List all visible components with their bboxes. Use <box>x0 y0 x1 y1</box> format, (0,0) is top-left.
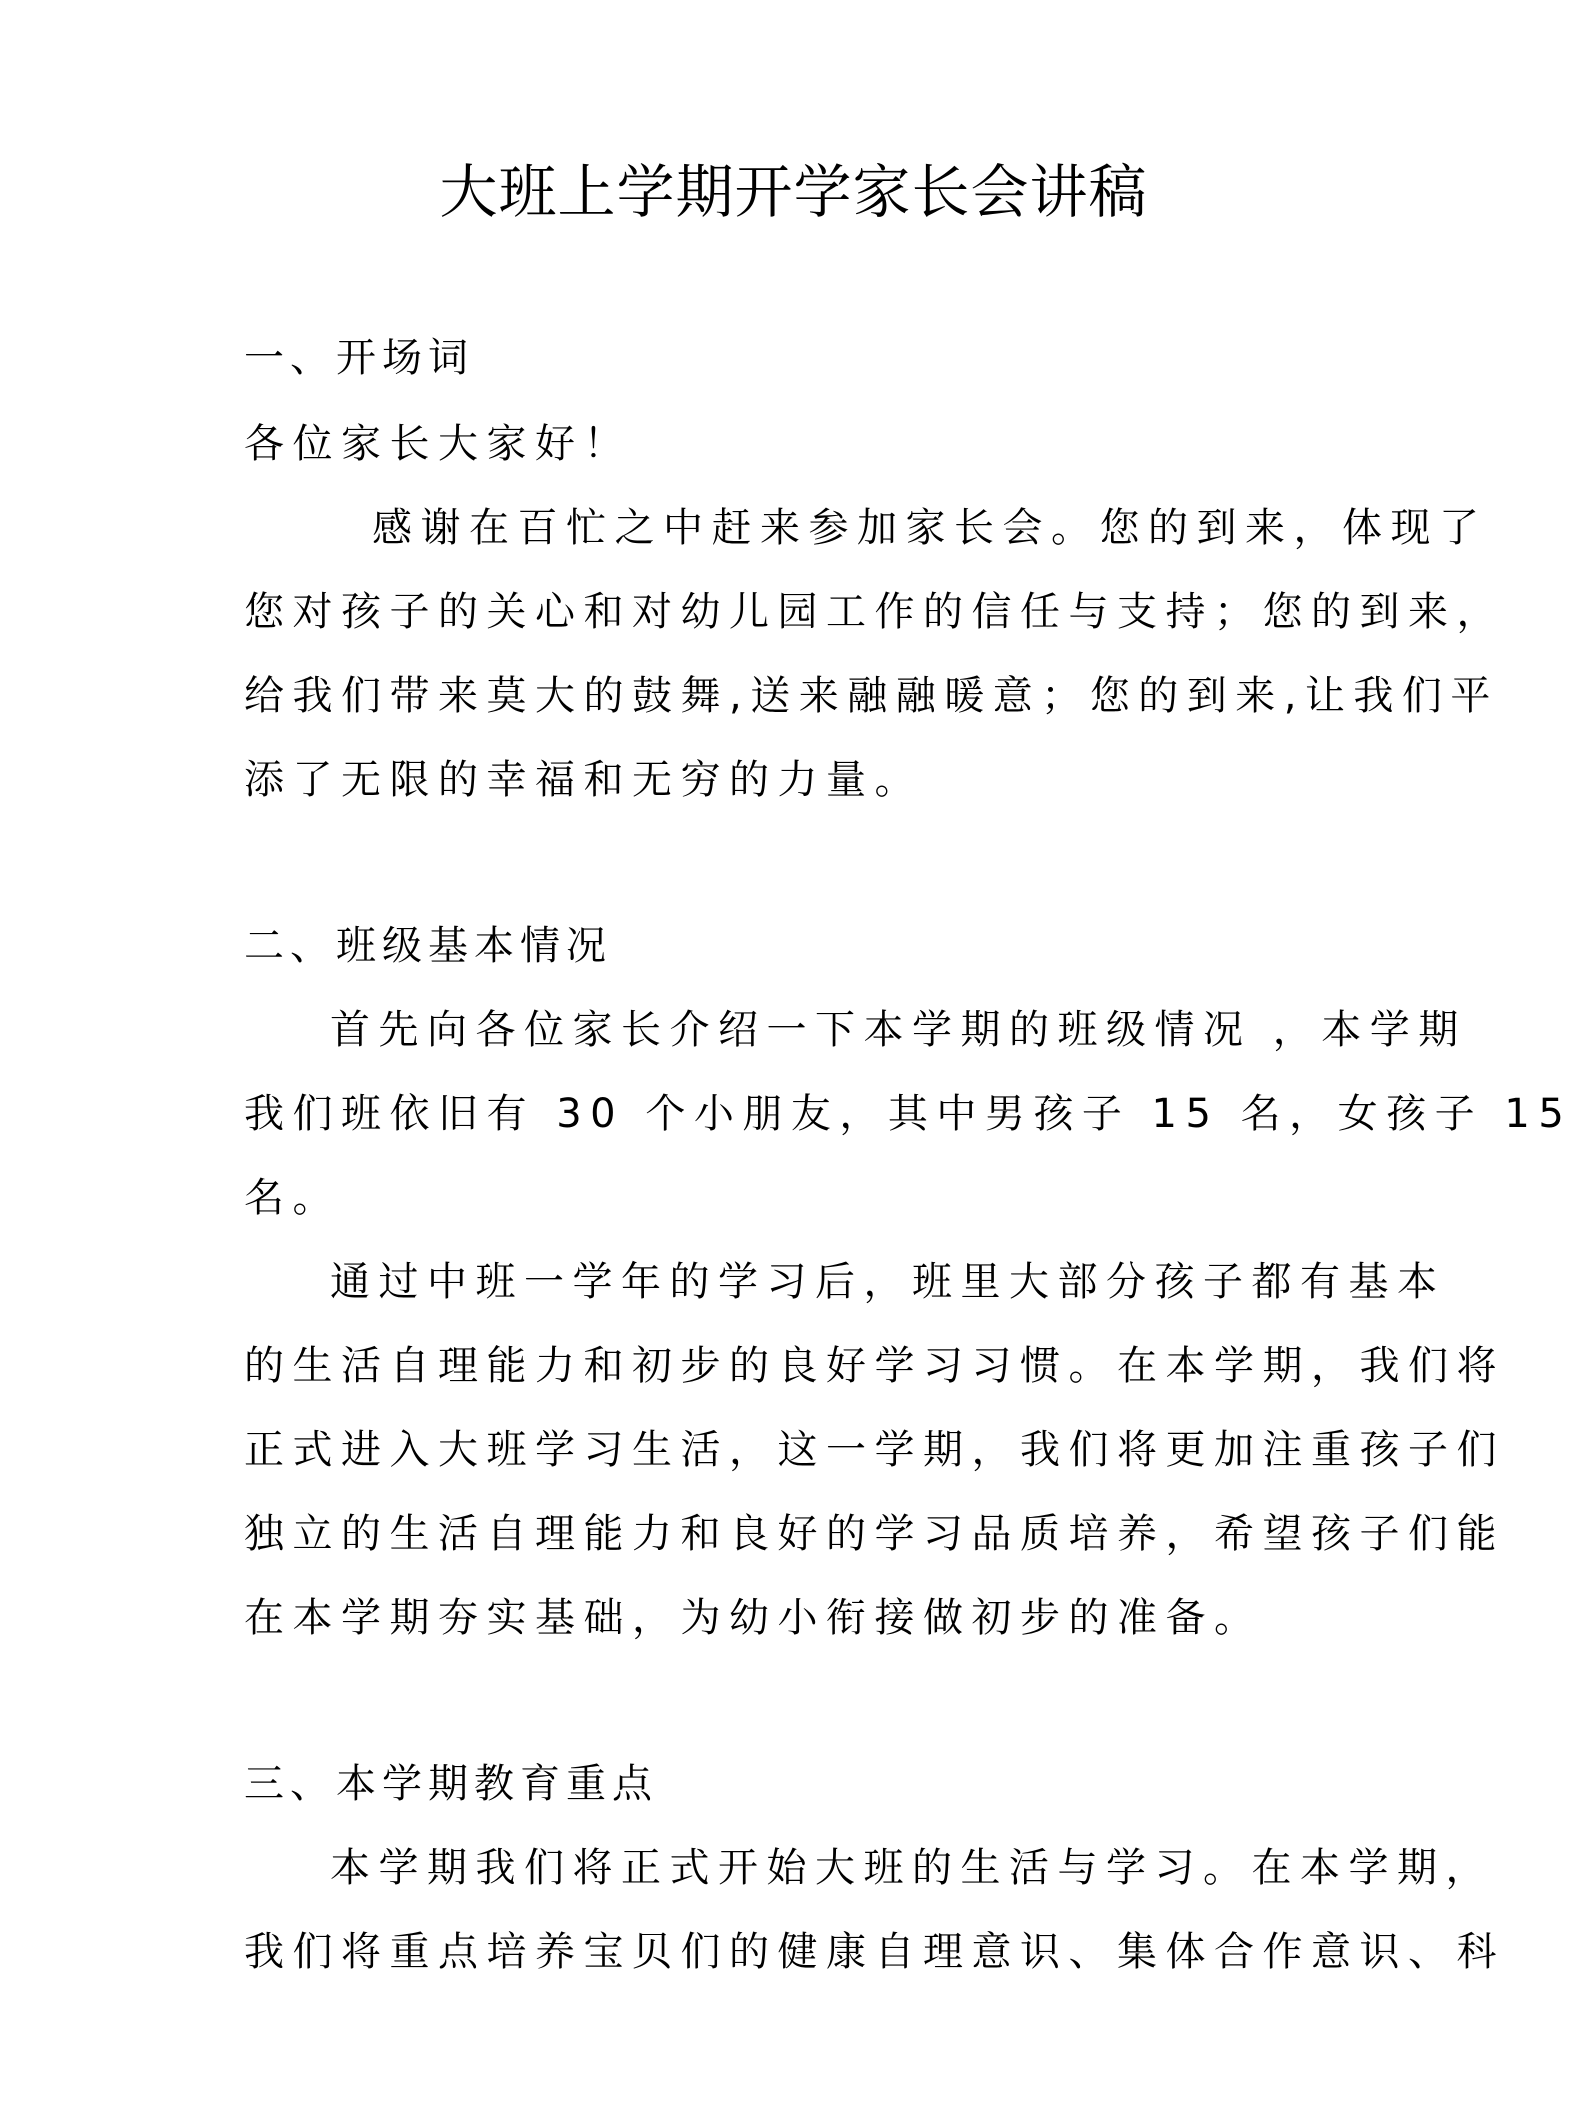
paragraph-line: 添了无限的幸福和无穷的力量。 <box>244 757 923 803</box>
paragraph-line: 的生活自理能力和初步的良好学习习惯。在本学期，我们将 <box>244 1343 1505 1389</box>
paragraph-line: 在本学期夯实基础，为幼小衔接做初步的准备。 <box>244 1595 1263 1641</box>
section-heading-class-info: 二、班级基本情况 <box>244 923 612 969</box>
paragraph-line: 首先向各位家长介绍一下本学期的班级情况 ，本学期 <box>330 1007 1467 1053</box>
paragraph-line: 通过中班一学年的学习后，班里大部分孩子都有基本 <box>330 1259 1446 1305</box>
paragraph-line: 您对孩子的关心和对幼儿园工作的信任与支持；您的到来， <box>244 589 1505 635</box>
paragraph-line: 独立的生活自理能力和良好的学习品质培养，希望孩子们能 <box>244 1511 1505 1557</box>
paragraph-line: 各位家长大家好！ <box>244 421 632 467</box>
section-heading-education-focus: 三、本学期教育重点 <box>244 1761 658 1807</box>
paragraph-line: 给我们带来莫大的鼓舞,送来融融暖意；您的到来,让我们平 <box>244 673 1499 719</box>
paragraph-line: 我们将重点培养宝贝们的健康自理意识、集体合作意识、科 <box>244 1929 1505 1975</box>
section-heading-opening: 一、开场词 <box>244 335 474 381</box>
paragraph-line: 我们班依旧有 30 个小朋友，其中男孩子 15 名，女孩子 15 <box>244 1091 1573 1137</box>
paragraph-line: 感谢在百忙之中赶来参加家长会。您的到来，体现了 <box>372 505 1488 551</box>
paragraph-line: 本学期我们将正式开始大班的生活与学习。在本学期， <box>330 1845 1494 1891</box>
document-title: 大班上学期开学家长会讲稿 <box>439 158 1148 226</box>
paragraph-line: 正式进入大班学习生活，这一学期，我们将更加注重孩子们 <box>244 1427 1505 1473</box>
paragraph-line: 名。 <box>244 1175 341 1221</box>
